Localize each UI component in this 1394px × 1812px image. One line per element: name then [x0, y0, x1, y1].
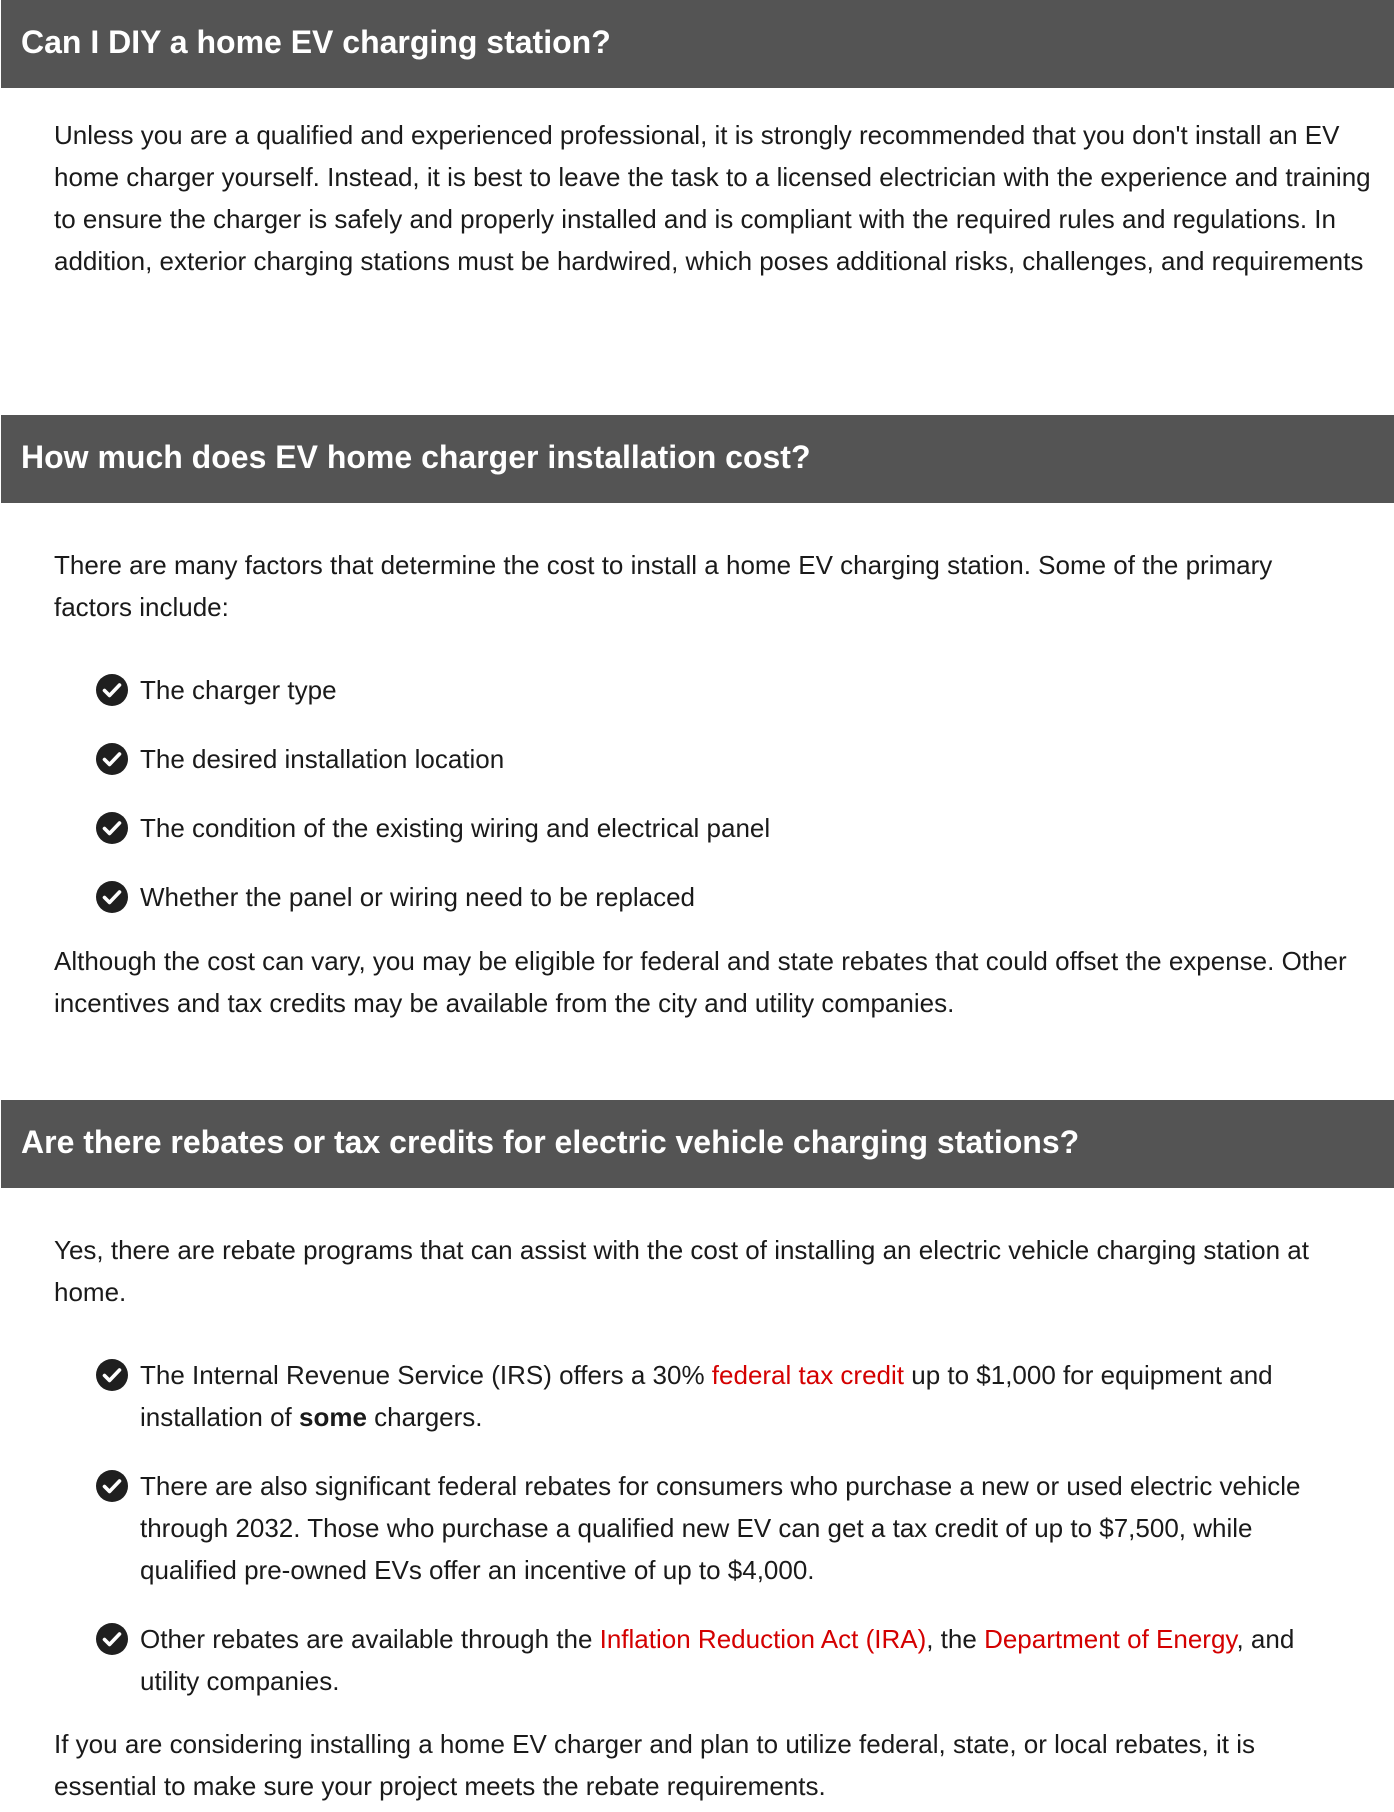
section-heading-text: Are there rebates or tax credits for electric vehicle charging stations?: [21, 1123, 1080, 1160]
check-circle-icon: [96, 812, 128, 844]
list-item: [96, 807, 1376, 849]
federal-tax-credit-link[interactable]: federal tax credit: [711, 1360, 905, 1390]
list-item-text: Whether the panel or wiring need to be replaced: [140, 882, 696, 912]
list-item: [96, 876, 1376, 918]
section-heading-diy[interactable]: [1, 0, 1394, 88]
list-item-text: [140, 1618, 1320, 1702]
section-heading-text: How much does EV home charger installation cost?: [21, 438, 811, 475]
text-run: Other rebates are available through the: [140, 1624, 600, 1654]
list-item: [96, 1465, 1376, 1591]
section-intro-cost: There are many factors that determine the cost to install a home EV charging station. Some of the primary factors include:: [54, 550, 1273, 622]
list-item: [96, 669, 1376, 711]
text-run: , the: [926, 1624, 985, 1654]
list-item-text: The charger type: [140, 675, 337, 705]
section-heading-text: Can I DIY a home EV charging station?: [21, 23, 611, 60]
list-item: [96, 738, 1376, 780]
check-circle-icon: [96, 1359, 128, 1391]
section-outro-cost: Although the cost can vary, you may be eligible for federal and state rebates that could offset the expense. Other incentives and tax credits may be available from the city and utility companies.: [54, 946, 1347, 1018]
list-item: [96, 1354, 1376, 1438]
list-item-text: There are also significant federal rebates for consumers who purchase a new or used electric vehicle through 2032. Those who purchase a qualified new EV can get a tax credit of up to $7,500, while qualified pre-owned EVs offer an incentive of up to $4,000.: [140, 1471, 1301, 1585]
check-circle-icon: [96, 1470, 128, 1502]
list-item-text: The desired installation location: [140, 744, 505, 774]
text-run: , and utility companies.: [140, 1624, 1295, 1696]
list-item-text: [140, 1354, 1350, 1438]
check-circle-icon: [96, 743, 128, 775]
section-heading-rebates[interactable]: [1, 1100, 1394, 1188]
section-paragraph-diy: Unless you are a qualified and experienced professional, it is strongly recommended that you don't install an EV home charger yourself. Instead, it is best to leave the task to a licensed electrician with the experience and training to ensure the charger is safely and properly installed and is compliant with the required rules and regulations. In addition, exterior charging stations must be hardwired, which poses additional risks, challenges, and requirements: [54, 120, 1371, 276]
check-circle-icon: [96, 881, 128, 913]
check-circle-icon: [96, 1623, 128, 1655]
section-intro-rebates: Yes, there are rebate programs that can assist with the cost of installing an electric vehicle charging station at home.: [54, 1235, 1309, 1307]
text-run: chargers.: [366, 1402, 483, 1432]
section-outro-rebates: If you are considering installing a home EV charger and plan to utilize federal, state, or local rebates, it is essential to make sure your project meets the rebate requirements.: [54, 1729, 1255, 1801]
section-heading-cost[interactable]: [1, 415, 1394, 503]
text-run: up to $1,000 for equipment and installation of: [140, 1360, 1273, 1432]
department-of-energy-link[interactable]: Department of Energy: [984, 1624, 1237, 1654]
list-item-text: The condition of the existing wiring and electrical panel: [140, 813, 771, 843]
check-circle-icon: [96, 674, 128, 706]
emphasis-text: some: [298, 1402, 367, 1432]
list-item: [96, 1618, 1376, 1702]
text-run: The Internal Revenue Service (IRS) offers a 30%: [140, 1360, 712, 1390]
inflation-reduction-act-link[interactable]: Inflation Reduction Act (IRA): [599, 1624, 927, 1654]
